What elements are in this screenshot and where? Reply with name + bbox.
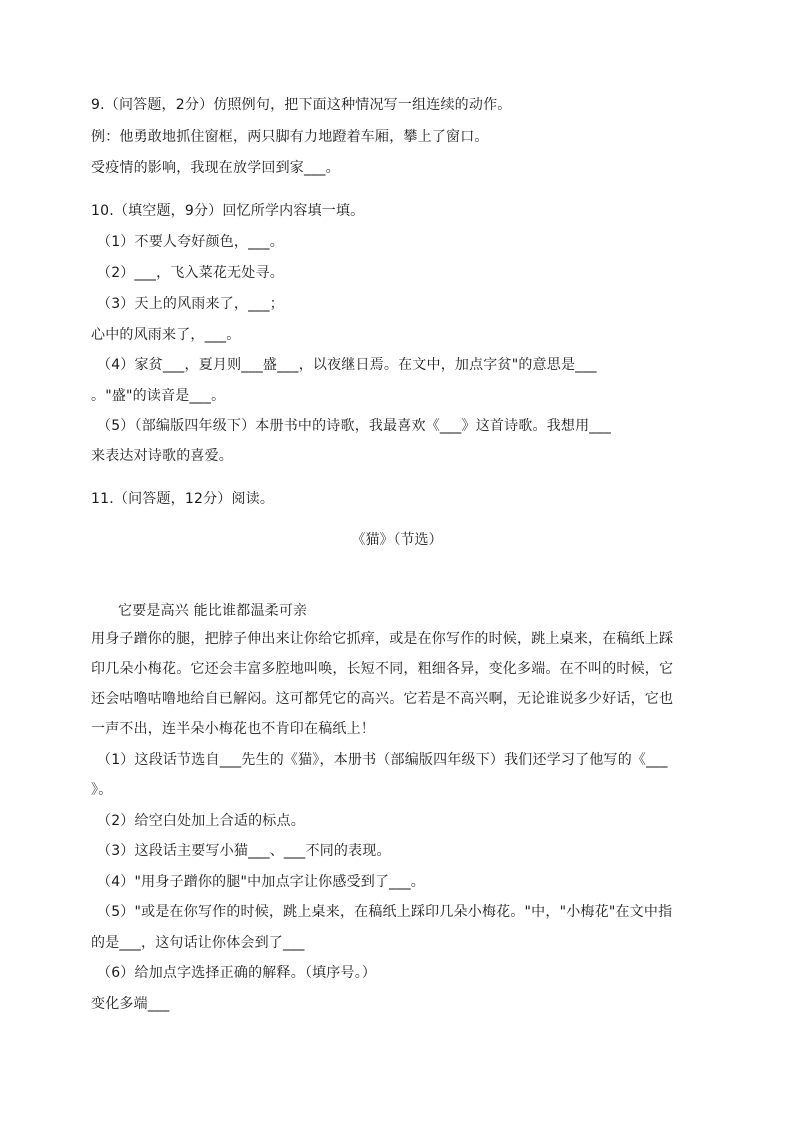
q9-title: 9.（问答题，2分）仿照例句，把下面这种情况写一组连续的动作。 (91, 97, 512, 113)
q9-example: 例：他勇敢地抓住窗框，两只脚有力地蹬着车厢，攀上了窗口。 (91, 129, 489, 145)
q11-item-5: （5）"或是在你写作的时候，跳上桌来，在稿纸上踩印几朵小梅花。"中，"小梅花"在文中指 (97, 904, 673, 920)
q10-item-2: （2）___，飞入菜花无处寻。 (97, 265, 284, 281)
passage-title: 《猫》（节选） (351, 532, 443, 548)
q11-item-1: （1）这段话节选自___先生的《猫》，本册书（部编版四年级下）我们还学习了他写的《___ (97, 752, 668, 768)
q10-item-5: （5）（部编版四年级下）本册书中的诗歌，我最喜欢《___》这首诗歌。我想用___ (97, 418, 611, 434)
q10-title: 10.（填空题，9分）回忆所学内容填一填。 (91, 203, 365, 219)
passage-line-1: 它要是高兴 能比谁都温柔可亲 (118, 603, 308, 619)
q11-item-6-answer: 变化多端___ (91, 996, 170, 1012)
passage-line-3: 印几朵小梅花。它还会丰富多腔地叫唤，长短不同，粗细各异，变化多端。在不叫的时候，它 (91, 661, 674, 677)
passage-line-2: 用身子蹭你的腿，把脖子伸出来让你给它抓痒，或是在你写作的时候，跳上桌来，在稿纸上踩 (91, 631, 674, 647)
q11-item-5-cont: 的是___，这句话让你体会到了___ (91, 935, 305, 951)
q10-item-3-cont: 心中的风雨来了，___。 (91, 327, 241, 343)
q11-item-4: （4）"用身子蹭你的腿"中加点字让你感受到了___。 (97, 874, 425, 890)
passage-line-5: 一声不出，连半朵小梅花也不肯印在稿纸上！ (91, 721, 375, 737)
q10-item-4-cont: 。"盛"的读音是___。 (91, 388, 226, 404)
q11-item-3: （3）这段话主要写小猫___、___不同的表现。 (97, 843, 391, 859)
q10-item-3: （3）天上的风雨来了，___； (97, 296, 284, 312)
q11-item-2: （2）给空白处加上合适的标点。 (97, 813, 305, 829)
q9-prompt: 受疫情的影响，我现在放学回到家___。 (91, 160, 340, 176)
q11-item-1-cont: 》。 (91, 782, 113, 798)
q11-item-6: （6）给加点字选择正确的解释。（填序号。） (97, 965, 377, 981)
passage-line-4: 还会咕噜咕噜地给自已解闷。这可都凭它的高兴。它若是不高兴啊，无论谁说多少好话，它也 (91, 691, 674, 707)
q10-item-4: （4）家贫___，夏月则___盛___，以夜继日焉。在文中，加点字贫"的意思是___ (97, 357, 597, 373)
q10-item-5-cont: 来表达对诗歌的喜爱。 (91, 448, 233, 464)
q11-title: 11.（问答题，12分）阅读。 (91, 491, 275, 507)
q10-item-1: （1）不要人夸好颜色，___。 (97, 234, 284, 250)
